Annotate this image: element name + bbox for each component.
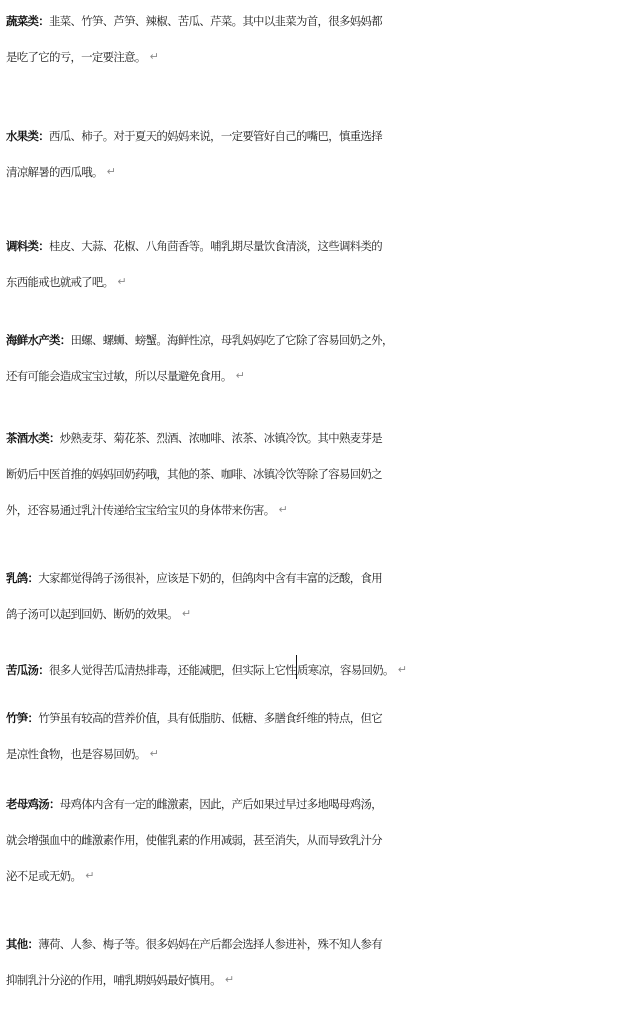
term-colon: ：	[38, 14, 49, 28]
term-colon: ：	[38, 129, 49, 143]
term-label: 乳鸽	[6, 571, 28, 585]
line	[6, 822, 638, 858]
line	[6, 492, 638, 528]
line	[6, 456, 638, 492]
line	[6, 358, 638, 394]
term-colon: ：	[48, 431, 60, 445]
paragraph-bitter-melon-soup	[6, 652, 638, 688]
body-text: 竹笋虽有较高的营养价值，具有低脂肪、低糖、多膳食纤维的特点，但它	[38, 711, 382, 725]
body-text: 抑制乳汁分泌的作用，哺乳期妈妈最好慎用。	[6, 973, 221, 987]
term-label: 苦瓜汤	[6, 663, 39, 677]
term-colon: ：	[27, 571, 39, 585]
paragraph-mark-icon: ↵	[224, 973, 234, 986]
line	[6, 858, 638, 894]
paragraph-pigeon	[6, 560, 638, 632]
paragraph-mark-icon: ↵	[106, 165, 116, 178]
body-text: 泌不足或无奶。	[6, 869, 82, 883]
line	[6, 322, 638, 358]
paragraph-mark-icon: ↵	[278, 503, 288, 516]
body-text: 还有可能会造成宝宝过敏，所以尽量避免食用。	[6, 369, 232, 383]
term-colon: ：	[38, 239, 49, 253]
body-text: 东西能戒也就戒了吧。	[6, 275, 114, 289]
term-colon: ：	[59, 333, 71, 347]
line	[6, 118, 638, 154]
body-text: 母鸡体内含有一定的雌激素，因此，产后如果过早过多地喝母鸡汤，	[59, 797, 382, 811]
line	[6, 560, 638, 596]
body-text: 薄荷、人参、梅子等。很多妈妈在产后都会选择人参进补，殊不知人参有	[38, 937, 382, 951]
paragraph-fruits	[6, 118, 638, 190]
paragraph-vegetables	[6, 3, 638, 75]
term-colon: ：	[48, 797, 60, 811]
body-text: 鸽子汤可以起到回奶、断奶的效果。	[6, 607, 178, 621]
term-label: 海鲜水产类	[6, 333, 60, 347]
body-text: 桂皮、大蒜、花椒、八角茴香等。哺乳期尽量饮食清淡，这些调料类的	[48, 239, 382, 253]
term-label: 水果类	[6, 129, 39, 143]
line	[6, 154, 638, 190]
paragraph-mark-icon: ↵	[397, 663, 407, 676]
body-text: 质寒凉，容易回奶。	[297, 663, 394, 677]
paragraph-mark-icon: ↵	[117, 275, 126, 288]
paragraph-seasonings	[6, 228, 638, 300]
paragraph-mark-icon: ↵	[149, 50, 159, 63]
paragraph-mark-icon: ↵	[85, 869, 94, 882]
term-label: 竹笋	[6, 711, 28, 725]
body-text: 很多人觉得苦瓜清热排毒，还能减肥，但实际上它性	[48, 663, 297, 677]
body-text: 断奶后中医首推的妈妈回奶药哦，其他的茶、咖啡、冰镇冷饮等除了容易回奶之	[6, 467, 382, 481]
line	[6, 228, 638, 264]
line	[6, 926, 638, 962]
term-label: 老母鸡汤	[6, 797, 49, 811]
paragraph-drinks	[6, 420, 638, 528]
term-label: 茶酒水类	[6, 431, 49, 445]
line	[6, 652, 638, 688]
term-colon: ：	[27, 937, 39, 951]
body-text: 大家都觉得鸽子汤很补，应该是下奶的，但鸽肉中含有丰富的泛酸，食用	[38, 571, 382, 585]
paragraph-others	[6, 926, 638, 998]
line	[6, 786, 638, 822]
paragraph-mark-icon: ↵	[149, 747, 159, 760]
paragraph-hen-soup	[6, 786, 638, 894]
line	[6, 700, 638, 736]
term-colon: ：	[38, 663, 49, 677]
term-label: 其他	[6, 937, 28, 951]
body-text: 田螺、螺蛳、螃蟹。海鲜性凉，母乳妈妈吃了它除了容易回奶之外，	[70, 333, 393, 347]
body-text: 清凉解暑的西瓜哦。	[6, 165, 103, 179]
term-colon: ：	[27, 711, 39, 725]
body-text: 韭菜、竹笋、芦笋、辣椒、苦瓜、芹菜。其中以韭菜为首，很多妈妈都	[48, 14, 382, 28]
paragraph-mark-icon: ↵	[181, 607, 191, 620]
line	[6, 736, 638, 772]
line	[6, 39, 638, 75]
body-text: 外，还容易通过乳汁传递给宝宝给宝贝的身体带来伤害。	[6, 503, 275, 517]
line	[6, 962, 638, 998]
paragraph-seafood	[6, 322, 638, 394]
line	[6, 3, 638, 39]
term-label: 蔬菜类	[6, 14, 39, 28]
line	[6, 420, 638, 456]
body-text: 西瓜、柿子。对于夏天的妈妈来说，一定要管好自己的嘴巴，慎重选择	[48, 129, 382, 143]
line	[6, 596, 638, 632]
body-text: 是吃了它的亏，一定要注意。	[6, 50, 146, 64]
term-label: 调料类	[6, 239, 39, 253]
body-text: 就会增强血中的雌激素作用，使催乳素的作用减弱，甚至消失，从而导致乳汁分	[6, 833, 382, 847]
body-text: 是凉性食物，也是容易回奶。	[6, 747, 146, 761]
paragraph-bamboo-shoots	[6, 700, 638, 772]
paragraph-mark-icon: ↵	[235, 369, 245, 382]
body-text: 炒熟麦芽、菊花茶、烈酒、浓咖啡、浓茶、冰镇冷饮。其中熟麦芽是	[59, 431, 382, 445]
line	[6, 264, 638, 300]
